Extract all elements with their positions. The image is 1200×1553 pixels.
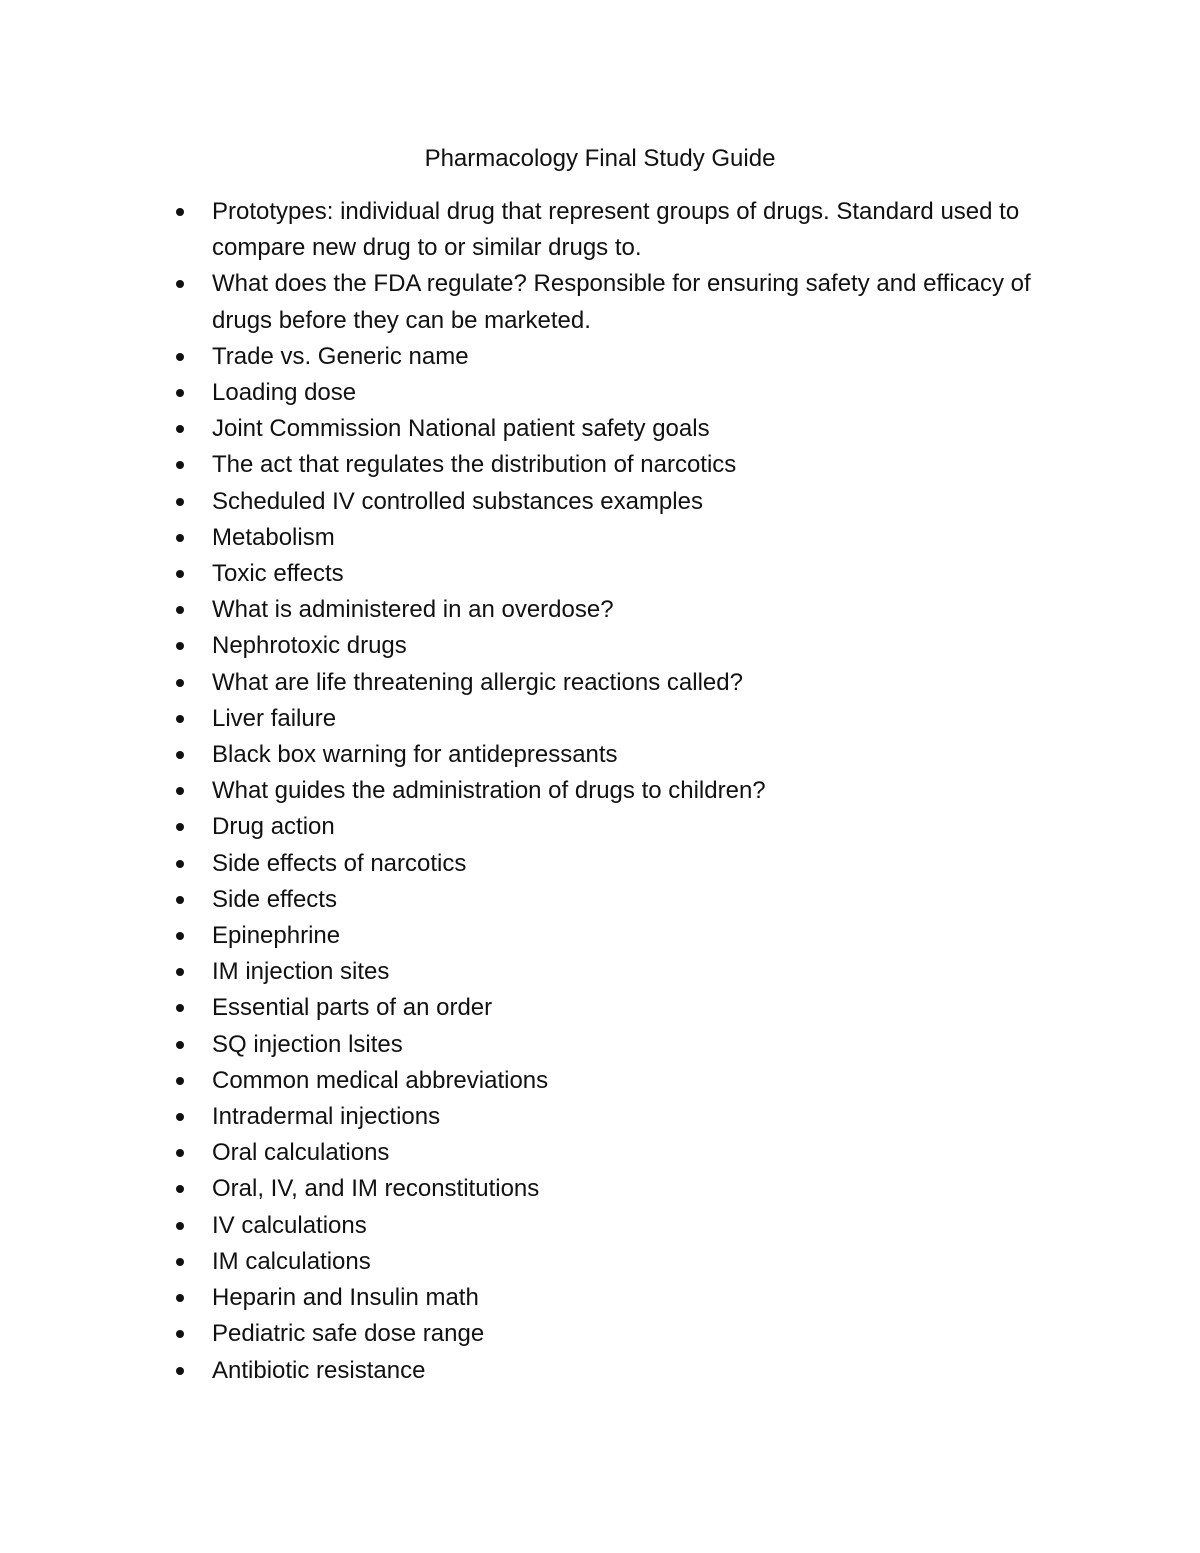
list-item [172,266,1072,338]
list-item-text: What is administered in an overdose? [212,596,614,624]
list-item-text: What does the FDA regulate? Responsible for ensuring safety and efficacy of drugs before they can be marketed. [212,270,1031,334]
bullet-dot-icon [176,1330,184,1338]
list-item-text: IV calculations [212,1211,367,1239]
bullet-dot-icon [176,1077,184,1085]
list-item-text: Liver failure [212,704,337,732]
bullet-dot-icon [176,534,184,542]
bullet-dot-icon [176,751,184,759]
list-item-text: Prototypes: individual drug that represent groups of drugs. Standard used to compare new drug to or similar drugs to. [212,198,1020,262]
list-item [172,447,1072,483]
list-item-text: Loading dose [212,379,357,407]
list-item-text: Side effects [212,885,337,913]
list-item-text: The act that regulates the distribution of narcotics [212,451,737,479]
list-item [172,592,1072,628]
list-item-text: Drug action [212,813,335,841]
list-item [172,1280,1072,1316]
bullet-dot-icon [176,1294,184,1302]
bullet-dot-icon [176,1113,184,1121]
list-item-text: Trade vs. Generic name [212,342,469,370]
list-item [172,556,1072,592]
list-item-text: What guides the administration of drugs to children? [212,777,766,805]
bullet-dot-icon [176,932,184,940]
bullet-dot-icon [176,498,184,506]
bullet-dot-icon [176,642,184,650]
list-item [172,1244,1072,1280]
list-item-text: Black box warning for antidepressants [212,741,618,769]
list-item-text: Oral calculations [212,1139,390,1167]
bullet-dot-icon [176,353,184,361]
list-item [172,1316,1072,1352]
bullet-dot-icon [176,715,184,723]
list-item [172,737,1072,773]
bullet-dot-icon [176,860,184,868]
bullet-dot-icon [176,968,184,976]
list-item-text: Oral, IV, and IM reconstitutions [212,1175,540,1203]
list-item-text: Antibiotic resistance [212,1356,426,1384]
list-item [172,773,1072,809]
study-topic-list [172,194,1072,1389]
bullet-dot-icon [176,1258,184,1266]
bullet-dot-icon [176,1041,184,1049]
list-item [172,665,1072,701]
document-title: Pharmacology Final Study Guide [424,145,776,172]
list-item [172,1099,1072,1135]
list-item [172,1353,1072,1389]
bullet-dot-icon [176,1185,184,1193]
list-item [172,809,1072,845]
list-item [172,918,1072,954]
list-item [172,628,1072,664]
list-item-text: Metabolism [212,523,335,551]
list-item [172,339,1072,375]
list-item-text: IM injection sites [212,958,390,986]
list-item [172,1171,1072,1207]
bullet-dot-icon [176,280,184,288]
list-item [172,520,1072,556]
list-item-text: SQ injection lsites [212,1030,403,1058]
list-item [172,411,1072,447]
bullet-dot-icon [176,1222,184,1230]
list-item [172,882,1072,918]
list-item [172,1063,1072,1099]
bullet-dot-icon [176,896,184,904]
list-item-text: Common medical abbreviations [212,1066,549,1094]
bullet-dot-icon [176,389,184,397]
list-item-text: Nephrotoxic drugs [212,632,407,660]
bullet-dot-icon [176,1149,184,1157]
list-item [172,484,1072,520]
list-item-text: What are life threatening allergic reactions called? [212,668,743,696]
list-item [172,846,1072,882]
list-item-text: Side effects of narcotics [212,849,467,877]
list-item [172,1208,1072,1244]
bullet-dot-icon [176,1367,184,1375]
list-item-text: Joint Commission National patient safety goals [212,415,710,443]
list-item [172,1027,1072,1063]
list-item-text: Heparin and Insulin math [212,1284,479,1312]
list-item-text: Essential parts of an order [212,994,493,1022]
bullet-dot-icon [176,606,184,614]
list-item [172,1135,1072,1171]
list-item [172,375,1072,411]
list-item-text: Scheduled IV controlled substances examples [212,487,703,515]
bullet-dot-icon [176,570,184,578]
list-item [172,954,1072,990]
list-item [172,194,1072,266]
bullet-dot-icon [176,461,184,469]
bullet-dot-icon [176,425,184,433]
bullet-dot-icon [176,679,184,687]
bullet-dot-icon [176,787,184,795]
list-item-text: IM calculations [212,1247,371,1275]
list-item-text: Epinephrine [212,922,341,950]
list-item [172,990,1072,1026]
list-item-text: Intradermal injections [212,1103,441,1131]
bullet-dot-icon [176,1004,184,1012]
bullet-dot-icon [176,208,184,216]
bullet-dot-icon [176,823,184,831]
list-item-text: Toxic effects [212,560,344,588]
list-item [172,701,1072,737]
list-item-text: Pediatric safe dose range [212,1320,485,1348]
